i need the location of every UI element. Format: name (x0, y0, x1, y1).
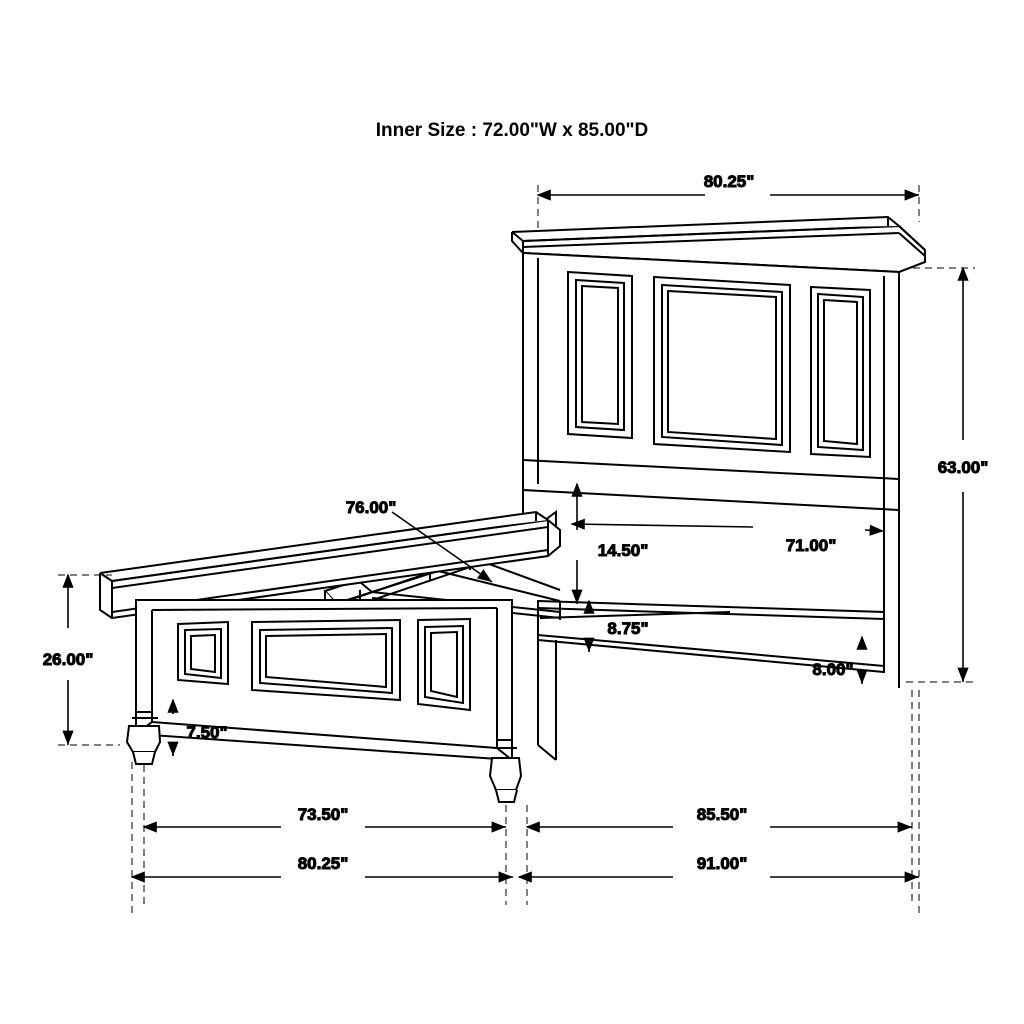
side-rail-right (538, 601, 884, 760)
dim-rail-to-slat-height (577, 484, 648, 604)
dim-label-headboard-height: 63.00" (937, 458, 989, 477)
dim-label-footboard-height: 26.00" (42, 650, 94, 669)
dim-label-side-rail-top-length: 76.00" (345, 498, 397, 517)
dim-label-side-depth-inner: 85.50" (696, 805, 748, 824)
dim-headboard-height (906, 268, 988, 682)
page-title: Inner Size : 72.00"W x 85.00"D (375, 120, 649, 141)
dim-label-footboard-foot-height: 7.50" (186, 723, 228, 742)
dim-label-slat-support-height: 8.75" (607, 619, 649, 638)
dim-label-headboard-width-top: 80.25" (703, 172, 755, 191)
dim-label-side-depth-outer: 91.00" (696, 854, 748, 873)
dim-side-depth-outer (519, 690, 919, 915)
dim-footboard-width-outer (132, 762, 513, 915)
dim-label-side-rail-inner-length: 71.00" (785, 536, 837, 555)
bed-illustration (100, 217, 925, 802)
dim-label-rail-to-slat-height: 14.50" (597, 541, 649, 560)
dim-label-floor-to-rail-bottom: 8.00" (812, 660, 854, 679)
dim-label-footboard-width-inner: 73.50" (297, 805, 349, 824)
dim-label-footboard-width-outer: 80.25" (297, 854, 349, 873)
dim-footboard-height (43, 575, 120, 745)
dim-footboard-width-inner (144, 765, 506, 905)
footboard (100, 512, 560, 760)
